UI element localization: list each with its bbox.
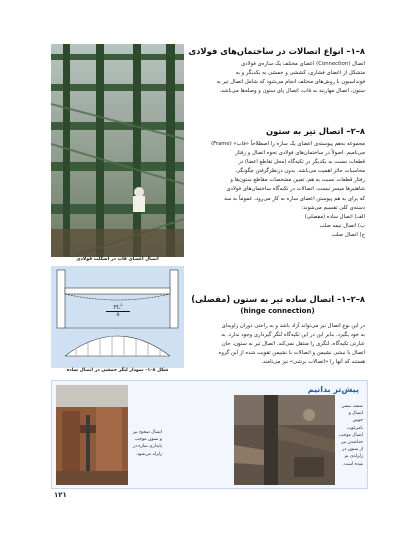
section3-line: عبارتی تکیه‌گاه، لنگری را منتقل نمی‌کند. اتصال تیر به ستون، جان [221,341,365,348]
correct-connection-graphic [56,385,128,485]
did-you-know-box [51,380,368,489]
steel-frame-photo-graphic [51,44,184,257]
section2-line: رفتار قطعات نسبت به هم، تعیین مشخصات مقاطع ستون‌ها و [230,177,365,184]
moment-diagram [51,266,184,368]
section1-line: متشکل از اعضای فشاری، کششی و خمشی به یکدیگر و به [235,70,365,77]
correct-connection-photo [56,385,128,485]
section2-line: می‌نامیم. اصولاً در ساختمان‌های فولادی نحوه اتصال و رفتار [235,150,365,157]
did-you-know-title: پیش‌تر بدانیم [307,385,359,394]
moment-formula: $PL^2$ 8 [106,303,130,318]
box-left-text: اتصال صحیح تیر و ستون موجب پایداری سازه در زلزله می‌شود. [132,430,162,457]
section2-list-item: ب) اتصال نیمه صلب [319,222,365,229]
damaged-joint-graphic [234,395,335,485]
section3-line: اتصال با نبشی نشیمن و اتصالات با نشیمن تقویت شده از این گروه [218,350,365,357]
section1-line: ستون، اتصال مهاربند به قاب، اتصال پای ستون و وصله‌ها می‌باشد. [219,88,365,95]
section3-line: به خود بگیرد. بنابر این در این تکیه‌گاه لنگر گیرداری وجود ندارد. به [221,332,365,339]
section3-line: در این نوع اتصال تیر می‌تواند آزاد باشد و به راحتی دوران زاویه‌ای [221,323,365,329]
photo1-caption: اتصال اعضای قاب در اسکلت فولادی [76,257,159,262]
section3-body [190,322,365,367]
section1-line: فونداسیون با روش‌های مختلف انجام می‌شود که شامل اتصال تیر به [216,79,365,86]
section1-line: اتصال (Connection) اعضای مختلف یک سازه‌ی فولادی [241,61,365,67]
steel-frame-photo [51,44,184,257]
section2-list-item: ج) اتصال صلب [331,231,365,238]
section1-body [190,60,365,96]
section3-line: هستند که آنها را «اتصالات برشی» نیز می‌نامند. [261,359,365,366]
section2-heading: ۸–۲– اتصال تیر به ستون [265,126,365,136]
section3-subheading: (hinge connection) [240,307,315,315]
section2-line: محاسبات حائز اهمیت می‌باشد. بدون درنظرگرفتن چگونگی [236,168,365,175]
diagram-caption: شکل ۸–۱– نمودار لنگر خمشی در اتصال ساده [66,368,169,373]
section2-line: شاهتیرها میسر نیست. اتصالات در تکیه‌گاه ساختمان‌های فولادی [226,186,365,193]
page-number: ۱۲۱ [54,491,67,499]
box-right-text: ضعف نبشی اتصال و جوش نامرغوب اتصال موجب جداشدن تیر از ستون در زلزله‌ی بم شده است. [339,404,363,467]
section2-line: قطعات نسبت به یکدیگر در تکیه‌گاه (محل تقاطع اعضا) در [238,159,365,166]
damaged-joint-photo [234,395,335,485]
section2-line: که برای به هم پیوستن اعضای سازه به کار می‌رود، عموماً به سه [224,195,365,202]
section2-body [190,140,365,240]
section2-list-item: الف) اتصال ساده (مفصلی) [304,213,365,220]
section3-heading: ۸–۲–۱– اتصال ساده تیر به ستون (مفصلی) [191,294,365,304]
section1-heading: ۸–۱– انواع اتصالات در ساختمان‌های فولادی [188,46,365,56]
section2-line: مجموعه به‌هم پیوسته‌ی اعضای یک سازه را اصطلاحاً «قاب» (Frame) [211,141,365,147]
section2-line: دسته‌ی کلی تقسیم می‌شوند: [301,204,365,211]
